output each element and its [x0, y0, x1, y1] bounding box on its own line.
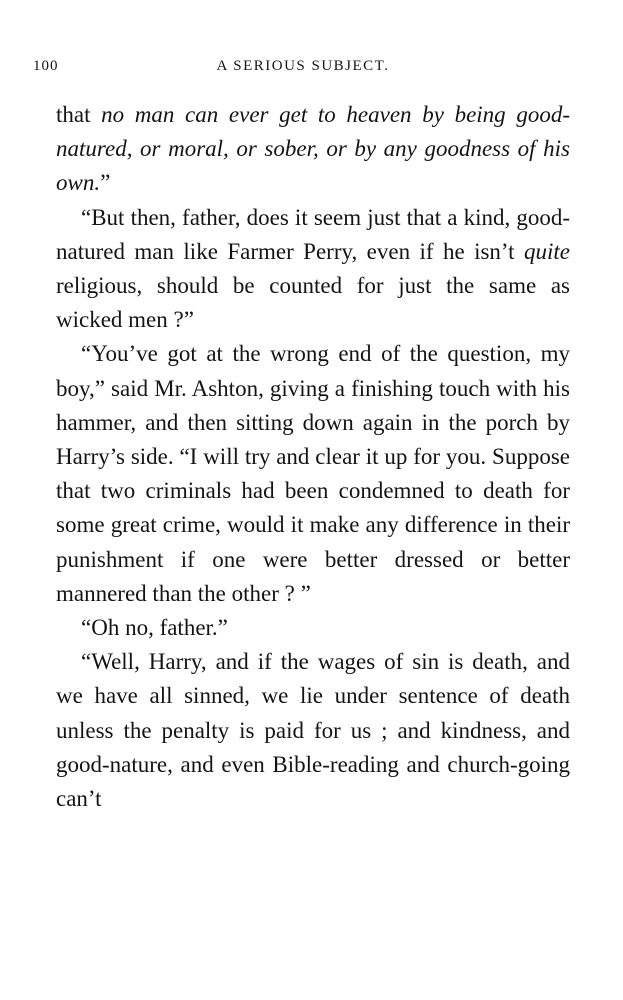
body-text — [56, 98, 570, 816]
page-number: 100 — [33, 58, 59, 74]
paragraph: “You’ve got at the wrong end of the question, my boy,” said Mr. Ashton, giving a finishing touch with his hammer, and then sitting down again in the porch by Harry’s side. “I will try and clear it up for you. Suppose that two criminals had been condemned to death for some great crime, would it make any difference in their punishment if one were better dressed or better mannered than the other ? ” — [56, 341, 570, 606]
paragraph: “Well, Harry, and if the wages of sin is death, and we have all sinned, we lie under sentence of death unless the penalty is paid for us ; and kindness, and good-nature, and even Bible-reading and church-going can’t — [56, 649, 570, 812]
paragraph: “But then, father, does it seem just that a kind, good-natured man like Farmer Perry, even if he isn’t quite religious, should be counted for just the same as wicked men ?” — [56, 204, 570, 333]
paragraph: that no man can ever get to heaven by being good-natured, or moral, or sober, or by any goodness of his own.” — [56, 102, 570, 196]
paragraph: “Oh no, father.” — [81, 615, 228, 641]
running-head: A SERIOUS SUBJECT. — [216, 58, 390, 74]
page-header — [33, 58, 573, 82]
